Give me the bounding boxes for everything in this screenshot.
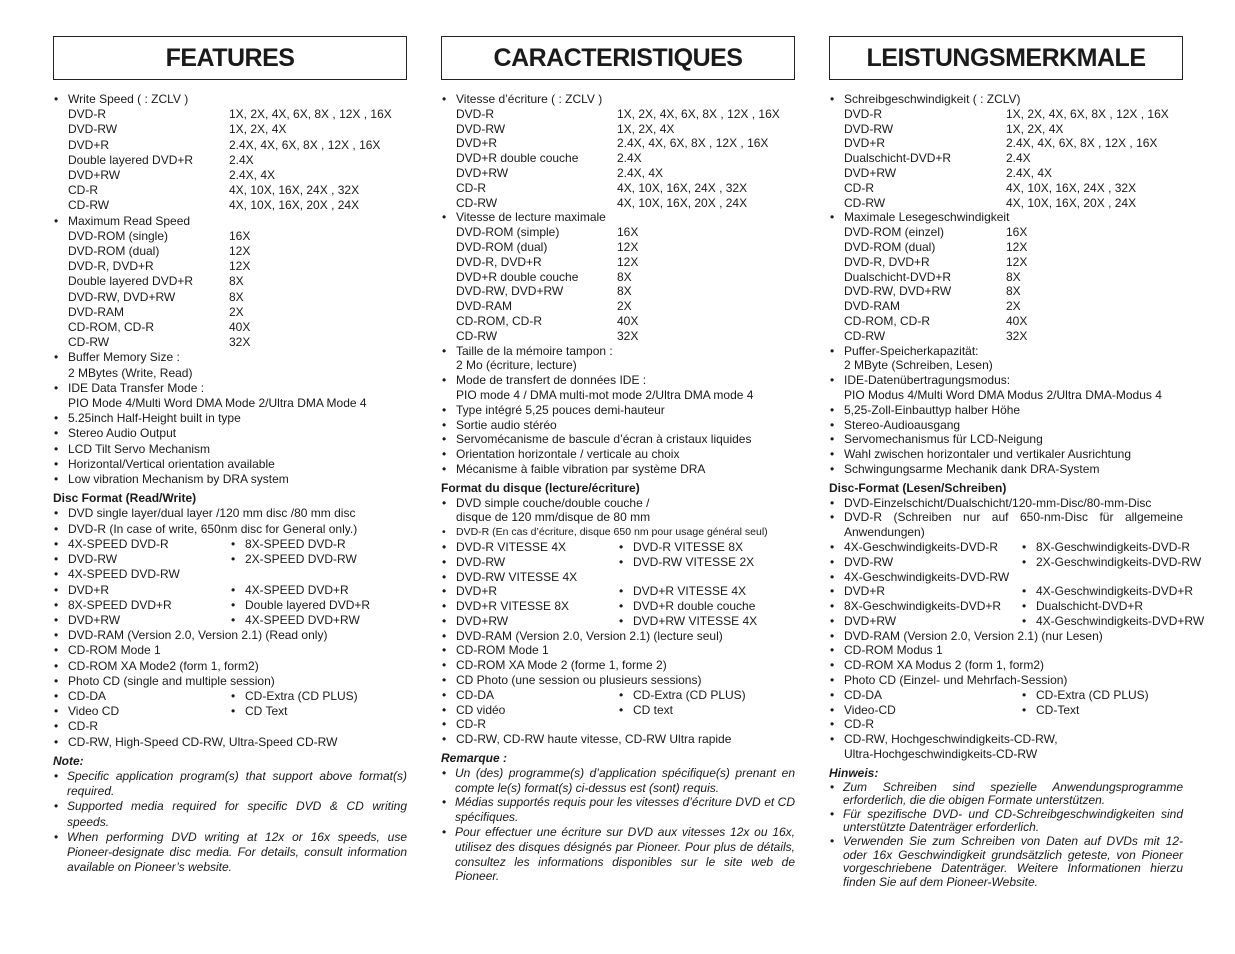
spec-row: DVD-ROM (simple) 16X [456, 225, 639, 240]
disc-item: • CD-RW, CD-RW haute vitesse, CD-RW Ultra rapide [441, 732, 795, 747]
write-speed-label: • Schreibgeschwindigkeit ( : ZCLV) [829, 92, 1183, 107]
spec-row: DVD-ROM (einzel) 16X [844, 225, 1028, 240]
feature-item: • Horizontal/Vertical orientation available [53, 457, 407, 472]
spec-row: CD-ROM, CD-R 40X [456, 313, 639, 328]
disc-item: • DVD simple couche/double couche / [441, 496, 795, 511]
buffer-label: • Buffer Memory Size : [53, 350, 407, 365]
note-item: • Médias supportés requis pour les vitesses d’écriture DVD et CD spécifiques. [441, 795, 795, 825]
note-item: • Zum Schreiben sind spezielle Anwendungsprogramme erforderlich, die die obigen Formate unterstützen. [829, 781, 1183, 808]
spec-row: CD-R 4X, 10X, 16X, 24X , 32X [68, 183, 360, 198]
disc-item: • CD-ROM Modus 1 [829, 643, 1183, 658]
spec-row: DVD-ROM (dual) 12X [68, 244, 251, 259]
disc-pair: • DVD+R • 4X-SPEED DVD+R [53, 583, 407, 598]
spec-row: CD-ROM, CD-R 40X [844, 313, 1028, 328]
spec-row: DVD-ROM (single) 16X [68, 228, 251, 243]
spec-row: DVD+R 2.4X, 4X, 6X, 8X , 12X , 16X [68, 137, 381, 152]
disc-pair: • DVD+R • 4X-Geschwindigkeits-DVD+R [829, 584, 1183, 599]
disc-item-continued: Ultra-Hochgeschwindigkeits-CD-RW [844, 747, 1038, 762]
ide-label: • IDE-Datenübertragungsmodus: [829, 373, 1183, 388]
feature-item: • Sortie audio stéréo [441, 418, 795, 433]
disc-item: • DVD-RAM (Version 2.0, Version 2.1) (lecture seul) [441, 629, 795, 644]
spec-row: DVD-RAM 2X [844, 299, 1021, 314]
disc-pair: • Video-CD • CD-Text [829, 703, 1183, 718]
ide-label: • IDE Data Transfer Mode : [53, 381, 407, 396]
spec-row: CD-RW 32X [844, 328, 1028, 343]
disc-item: • DVD single layer/dual layer /120 mm disc /80 mm disc [53, 506, 407, 521]
disc-pair: • DVD+RW • 4X-SPEED DVD+RW [53, 613, 407, 628]
feature-item: • Wahl zwischen horizontaler und vertikaler Ausrichtung [829, 447, 1183, 462]
column-body [441, 92, 795, 884]
note-item: • Verwenden Sie zum Schreiben von Daten auf DVDs mit 12- oder 16x Geschwindigkeit grundsätzlich geteste, von Pioneer vorgeschriebene Datenträger. Weitere Informationen hierzu finden Sie auf dem Pioneer-Website. [829, 835, 1183, 889]
spec-row: DVD+RW 2.4X, 4X [844, 165, 1053, 180]
ide-value: PIO Modus 4/Multi Word DMA Modus 2/Ultra DMA-Modus 4 [844, 387, 1162, 402]
disc-pair: • DVD-RW • DVD-RW VITESSE 2X [441, 555, 795, 570]
column-body [53, 92, 407, 875]
spec-row: CD-ROM, CD-R 40X [68, 320, 251, 335]
disc-item-continued: disque de 120 mm/disque de 80 mm [456, 510, 651, 525]
spec-row: DVD+RW 2.4X, 4X [456, 165, 664, 180]
disc-item: • DVD-R (En cas d’écriture, disque 650 nm pour usage général seul) [441, 525, 795, 540]
feature-item: • Type intégré 5,25 pouces demi-hauteur [441, 403, 795, 418]
disc-pair: • Video CD • CD Text [53, 704, 407, 719]
disc-item: • CD-ROM Mode 1 [441, 643, 795, 658]
spec-row: DVD-R, DVD+R 12X [68, 259, 251, 274]
spec-row: DVD-ROM (dual) 12X [844, 239, 1028, 254]
disc-item: • CD-R [829, 717, 1183, 732]
disc-format-heading: Disc Format (Read/Write) [53, 491, 197, 506]
disc-item: • CD-ROM XA Mode2 (form 1, form2) [53, 659, 407, 674]
spec-row: CD-RW 32X [68, 335, 251, 350]
write-speed-label: • Vitesse d’écriture ( : ZCLV ) [441, 92, 795, 107]
note-heading: Note: [53, 753, 84, 768]
disc-item: • Photo CD (single and multiple session) [53, 674, 407, 689]
disc-pair: • 4X-SPEED DVD-R • 8X-SPEED DVD-R [53, 537, 407, 552]
spec-row: DVD-RAM 2X [68, 304, 244, 319]
spec-row: CD-RW 4X, 10X, 16X, 20X , 24X [456, 195, 748, 210]
feature-item: • 5,25-Zoll-Einbauttyp halber Höhe [829, 403, 1183, 418]
spec-row: DVD-R 1X, 2X, 4X, 6X, 8X , 12X , 16X [68, 107, 392, 122]
spec-row: DVD-RW 1X, 2X, 4X [456, 121, 675, 136]
disc-item: • DVD-Einzelschicht/Dualschicht/120-mm-Disc/80-mm-Disc [829, 496, 1183, 511]
spec-row: DVD-R 1X, 2X, 4X, 6X, 8X , 12X , 16X [456, 106, 780, 121]
write-speed-label: • Write Speed ( : ZCLV ) [53, 92, 407, 107]
disc-item: • CD-ROM Mode 1 [53, 643, 407, 658]
spec-row: DVD-RW, DVD+RW 8X [68, 289, 244, 304]
disc-pair: • CD-DA • CD-Extra (CD PLUS) [441, 688, 795, 703]
spec-row: Dualschicht-DVD+R 2.4X [844, 151, 1031, 166]
feature-item: • Stereo-Audioausgang [829, 418, 1183, 433]
column-french [441, 36, 795, 884]
note-item: • Pour effectuer une écriture sur DVD aux vitesses 12x ou 16x, utilisez des disques désignés par Pioneer. Pour plus de détails, consultez les informations disponibles sur le site web de Pioneer. [441, 825, 795, 884]
spec-row: DVD+R 2.4X, 4X, 6X, 8X , 12X , 16X [456, 136, 769, 151]
disc-item: • DVD-RAM (Version 2.0, Version 2.1) (nur Lesen) [829, 629, 1183, 644]
disc-pair: • CD-DA • CD-Extra (CD PLUS) [53, 689, 407, 704]
column-german [829, 36, 1205, 889]
buffer-label: • Puffer-Speicherkapazität: [829, 344, 1183, 359]
spec-row: Double layered DVD+R 2.4X [68, 152, 254, 167]
buffer-value: 2 Mo (écriture, lecture) [456, 358, 577, 373]
spec-row: DVD-RW, DVD+RW 8X [456, 284, 632, 299]
note-item: • When performing DVD writing at 12x or 16x speeds, use Pioneer-designate disc media. For details, consult information available on Pioneer’s website. [53, 830, 407, 876]
disc-item: • DVD-R (Schreiben nur auf 650-nm-Disc für allgemeine Anwendungen) [829, 510, 1183, 540]
spec-row: DVD-R 1X, 2X, 4X, 6X, 8X , 12X , 16X [844, 106, 1169, 121]
spec-row: CD-R 4X, 10X, 16X, 24X , 32X [456, 180, 748, 195]
spec-row: DVD-RW 1X, 2X, 4X [68, 122, 287, 137]
spec-row: CD-RW 4X, 10X, 16X, 20X , 24X [68, 198, 360, 213]
feature-item: • Mécanisme à faible vibration par système DRA [441, 462, 795, 477]
spec-row: DVD+R double couche 8X [456, 269, 632, 284]
spec-row: DVD+R double couche 2.4X [456, 151, 642, 166]
spec-row: DVD-RAM 2X [456, 299, 632, 314]
ide-label: • Mode de transfert de données IDE : [441, 373, 795, 388]
spec-row: DVD+RW 2.4X, 4X [68, 168, 276, 183]
disc-item: • 4X-Geschwindigkeits-DVD-RW [829, 570, 1183, 585]
feature-item: • Orientation horizontale / verticale au choix [441, 447, 795, 462]
disc-item: • CD-ROM XA Modus 2 (form 1, form2) [829, 658, 1183, 673]
disc-item: • Photo CD (Einzel- und Mehrfach-Session) [829, 673, 1183, 688]
disc-pair: • 8X-Geschwindigkeits-DVD+R • Dualschicht-DVD+R [829, 599, 1183, 614]
disc-item: • DVD-RAM (Version 2.0, Version 2.1) (Read only) [53, 628, 407, 643]
spec-row: DVD-R, DVD+R 12X [844, 254, 1028, 269]
disc-item: • CD-RW, Hochgeschwindigkeits-CD-RW, [829, 732, 1183, 747]
note-item: • Un (des) programme(s) d’application spécifique(s) prenant en compte le(s) format(s) ci-dessus est (sont) requis. [441, 766, 795, 796]
disc-pair: • DVD-RW • 2X-SPEED DVD-RW [53, 552, 407, 567]
disc-pair: • DVD+R VITESSE 8X • DVD+R double couche [441, 599, 795, 614]
disc-item: • DVD-RW VITESSE 4X [441, 570, 795, 585]
column-body [829, 92, 1205, 889]
note-item: • Supported media required for specific DVD & CD writing speeds. [53, 799, 407, 829]
disc-format-heading: Disc-Format (Lesen/Schreiben) [829, 480, 1007, 495]
disc-pair: • DVD+RW • DVD+RW VITESSE 4X [441, 614, 795, 629]
spec-row: DVD-R, DVD+R 12X [456, 254, 639, 269]
spec-row: CD-R 4X, 10X, 16X, 24X , 32X [844, 180, 1137, 195]
disc-pair: • CD-DA • CD-Extra (CD PLUS) [829, 688, 1183, 703]
disc-item: • CD-R [441, 717, 795, 732]
note-heading: Hinweis: [829, 765, 879, 780]
note-item: • Specific application program(s) that support above format(s) required. [53, 769, 407, 799]
section-title: CARACTERISTIQUES [441, 36, 795, 80]
disc-item: • CD Photo (une session ou plusieurs sessions) [441, 673, 795, 688]
ide-value: PIO Mode 4/Multi Word DMA Mode 2/Ultra DMA Mode 4 [68, 396, 367, 411]
column-english [53, 36, 407, 875]
spec-row: DVD+R 2.4X, 4X, 6X, 8X , 12X , 16X [844, 136, 1158, 151]
disc-pair: • DVD-RW • 2X-Geschwindigkeits-DVD-RW [829, 555, 1183, 570]
feature-item: • 5.25inch Half-Height built in type [53, 411, 407, 426]
disc-item: • CD-ROM XA Mode 2 (forme 1, forme 2) [441, 658, 795, 673]
disc-item: • 4X-SPEED DVD-RW [53, 567, 407, 582]
spec-row: Double layered DVD+R 8X [68, 274, 244, 289]
note-item: • Für spezifische DVD- und CD-Schreibgeschwindigkeiten sind unterstützte Datenträger erforderlich. [829, 808, 1183, 835]
ide-value: PIO mode 4 / DMA multi-mot mode 2/Ultra DMA mode 4 [456, 387, 754, 402]
feature-item: • Servomécanisme de bascule d’écran à cristaux liquides [441, 432, 795, 447]
feature-item: • Schwingungsarme Mechanik dank DRA-System [829, 462, 1183, 477]
spec-row: DVD-RW, DVD+RW 8X [844, 284, 1021, 299]
spec-row: CD-RW 4X, 10X, 16X, 20X , 24X [844, 195, 1137, 210]
disc-item: • CD-R [53, 719, 407, 734]
disc-pair: • 8X-SPEED DVD+R • Double layered DVD+R [53, 598, 407, 613]
disc-pair: • DVD-R VITESSE 4X • DVD-R VITESSE 8X [441, 540, 795, 555]
read-speed-label: • Maximum Read Speed [53, 214, 407, 229]
note-heading: Remarque : [441, 751, 508, 766]
spec-row: DVD-RW 1X, 2X, 4X [844, 121, 1064, 136]
disc-item: • DVD-R (In case of write, 650nm disc for General only.) [53, 522, 407, 537]
buffer-value: 2 MByte (Schreiben, Lesen) [844, 358, 993, 373]
disc-pair: • DVD+RW • 4X-Geschwindigkeits-DVD+RW [829, 614, 1183, 629]
read-speed-label: • Vitesse de lecture maximale [441, 210, 795, 225]
spec-row: DVD-ROM (dual) 12X [456, 239, 639, 254]
read-speed-label: • Maximale Lesegeschwindigkeit [829, 210, 1183, 225]
spec-row: CD-RW 32X [456, 328, 639, 343]
feature-item: • Stereo Audio Output [53, 426, 407, 441]
feature-item: • Low vibration Mechanism by DRA system [53, 472, 407, 487]
disc-pair: • 4X-Geschwindigkeits-DVD-R • 8X-Geschwindigkeits-DVD-R [829, 540, 1183, 555]
feature-item: • LCD Tilt Servo Mechanism [53, 442, 407, 457]
disc-item: • CD-RW, High-Speed CD-RW, Ultra-Speed CD-RW [53, 735, 407, 750]
section-title: FEATURES [53, 36, 407, 80]
section-title: LEISTUNGSMERKMALE [829, 36, 1183, 80]
spec-row: Dualschicht-DVD+R 8X [844, 269, 1021, 284]
disc-format-heading: Format du disque (lecture/écriture) [441, 480, 640, 495]
disc-pair: • DVD+R • DVD+R VITESSE 4X [441, 584, 795, 599]
feature-item: • Servomechanismus für LCD-Neigung [829, 432, 1183, 447]
buffer-value: 2 MBytes (Write, Read) [68, 365, 193, 380]
buffer-label: • Taille de la mémoire tampon : [441, 344, 795, 359]
disc-pair: • CD vidéo • CD text [441, 703, 795, 718]
